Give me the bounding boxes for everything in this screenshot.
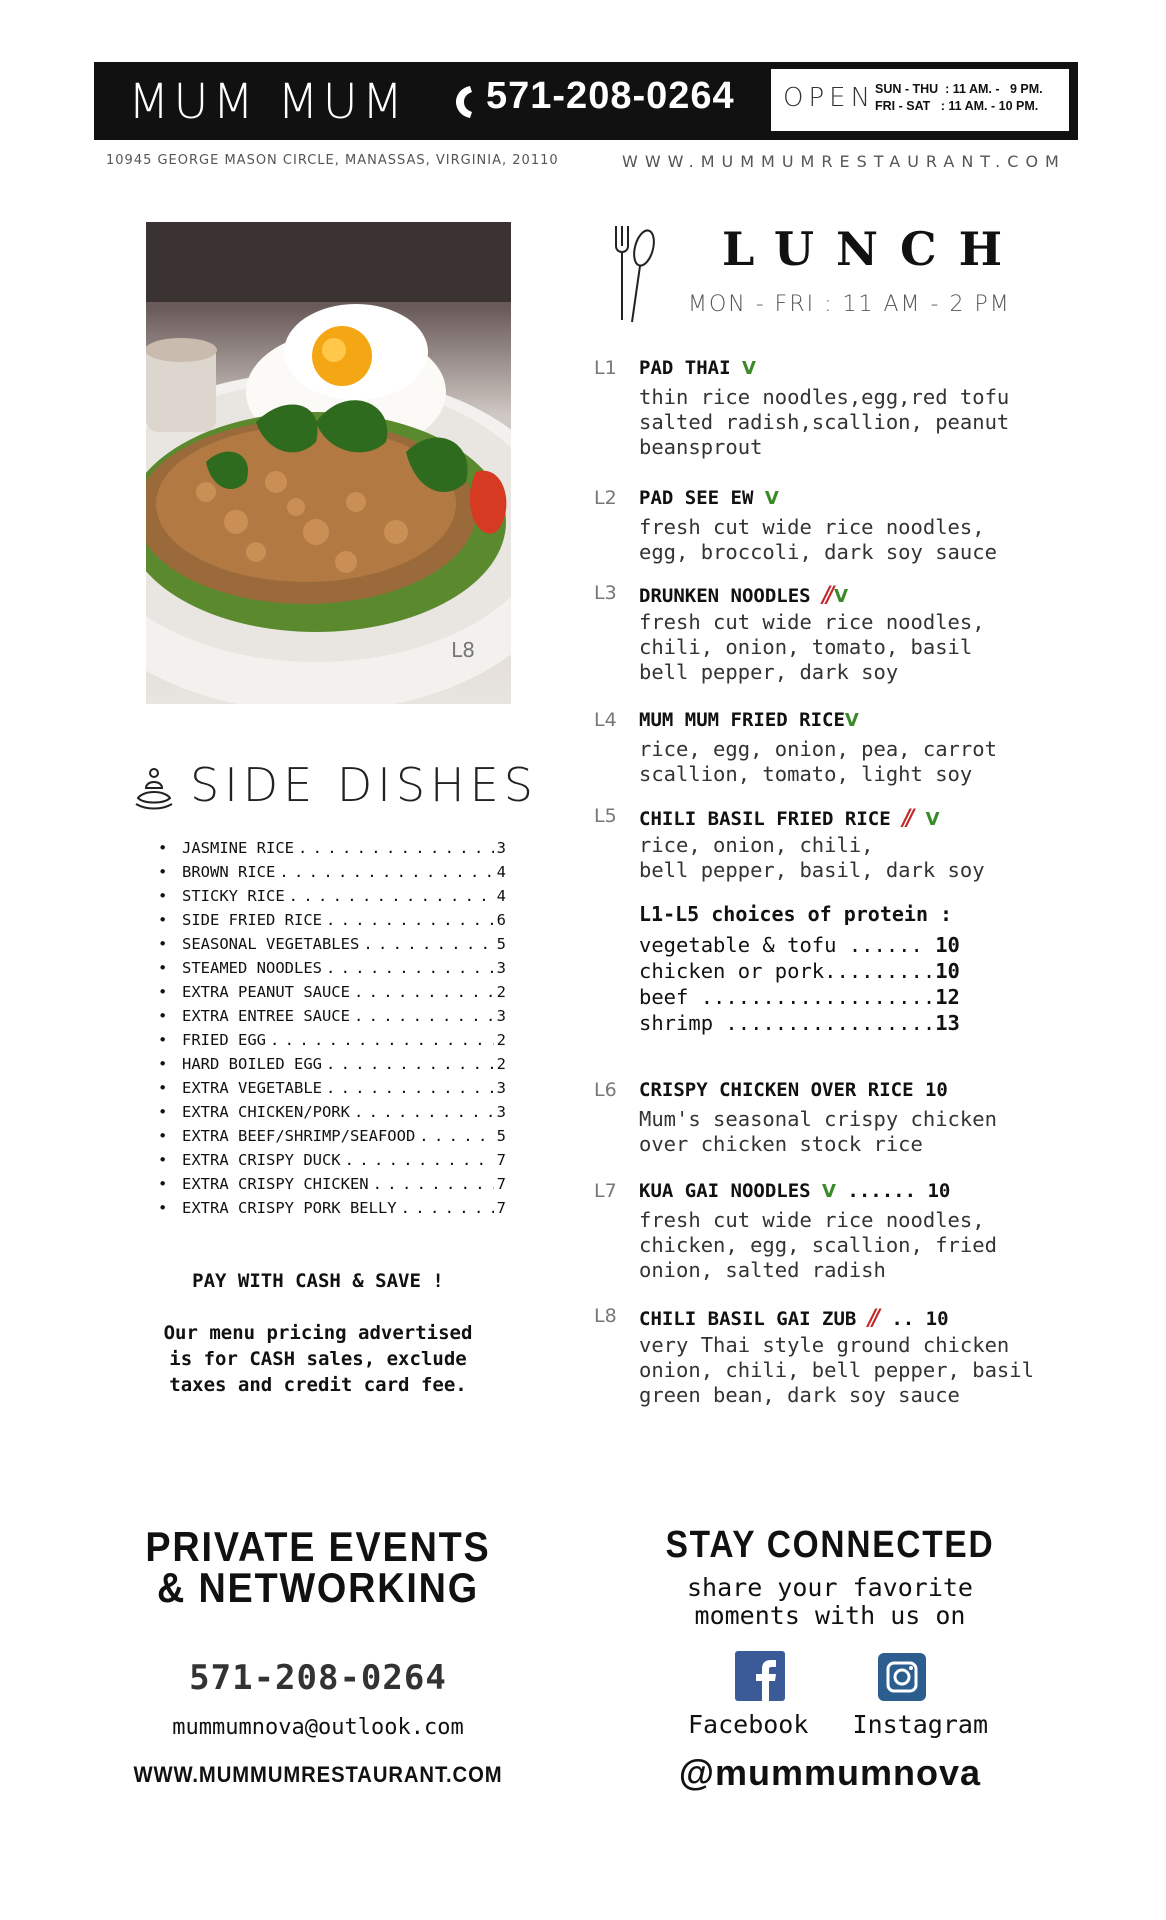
item-code: L6 — [594, 1079, 617, 1101]
vegetarian-icon: V — [844, 710, 859, 731]
protein-option: shrimp .................13 — [639, 1011, 960, 1035]
header-bar — [94, 62, 1078, 140]
stay-connected-subtitle: share your favorite moments with us on — [687, 1573, 973, 1630]
list-item: • EXTRA CHICKEN/PORK . . . 3 — [158, 1100, 506, 1124]
open-label: OPEN — [783, 83, 876, 113]
brand-name: MUM MUM — [128, 74, 408, 130]
list-item: • EXTRA CRISPY DUCK . . . 7 — [158, 1148, 506, 1172]
item-code: L1 — [594, 357, 617, 379]
vegetarian-icon: V — [764, 488, 779, 509]
social-handle[interactable]: @mummumnova — [678, 1752, 982, 1793]
events-website[interactable]: WWW.MUMMUMRESTAURANT.COM — [133, 1762, 503, 1787]
fork-spoon-icon — [608, 222, 658, 326]
food-photo — [146, 222, 511, 704]
list-item: • BROWN RICE . . . 4 — [158, 860, 506, 884]
events-email[interactable]: mummumnova@outlook.com — [172, 1715, 464, 1740]
item-description: rice, onion, chili, bell pepper, basil, dark soy — [639, 833, 985, 882]
item-name: PAD SEE EW V — [639, 487, 779, 509]
item-code: L8 — [594, 1305, 617, 1327]
events-phone[interactable]: 571-208-0264 — [189, 1658, 447, 1698]
chili-icon: // — [902, 805, 911, 831]
list-item: • EXTRA CRISPY PORK BELLY . . . 7 — [158, 1196, 506, 1220]
cash-note: Our menu pricing advertised is for CASH sales, exclude taxes and credit card fee. — [163, 1322, 473, 1396]
vegetarian-icon: V — [925, 809, 940, 830]
list-item: • EXTRA CRISPY CHICKEN . . . 7 — [158, 1172, 506, 1196]
list-item: • SIDE FRIED RICE . . . 6 — [158, 908, 506, 932]
item-description: Mum's seasonal crispy chicken over chicken stock rice — [639, 1107, 997, 1156]
side-dishes-list — [158, 836, 506, 1220]
item-code: L5 — [594, 805, 617, 827]
vegetarian-icon: V — [822, 1181, 836, 1202]
item-description: fresh cut wide rice noodles, chili, onion, tomato, basil bell pepper, dark soy — [639, 610, 985, 684]
address: 10945 GEORGE MASON CIRCLE, MANASSAS, VIRGINIA, 20110 — [106, 153, 559, 168]
item-description: fresh cut wide rice noodles, egg, broccoli, dark soy sauce — [639, 515, 997, 564]
item-description: rice, egg, onion, pea, carrot scallion, tomato, light soy — [639, 737, 997, 786]
protein-choices — [639, 902, 960, 1036]
lunch-title: LUNCH — [722, 222, 1025, 276]
cash-notice — [150, 1268, 486, 1398]
opening-hours: SUN - THU : 11 AM. - 9 PM. FRI - SAT : 11 AM. - 10 PM. — [875, 82, 1043, 113]
list-item: • EXTRA ENTREE SAUCE . . . 3 — [158, 1004, 506, 1028]
facebook-label[interactable]: Facebook — [688, 1710, 809, 1739]
chili-icon: // — [822, 582, 831, 608]
list-item: • EXTRA BEEF/SHRIMP/SEAFOOD . . . 5 — [158, 1124, 506, 1148]
list-item: • HARD BOILED EGG . . . 2 — [158, 1052, 506, 1076]
phone-icon — [450, 82, 482, 122]
item-name: KUA GAI NOODLES V ...... 10 — [639, 1180, 951, 1202]
stay-connected-title: STAY CONNECTED — [665, 1524, 995, 1566]
list-item: • FRIED EGG . . . 2 — [158, 1028, 506, 1052]
lunch-hours: MON - FRI : 11 AM - 2 PM — [688, 292, 1011, 317]
list-item: • JASMINE RICE . . . 3 — [158, 836, 506, 860]
item-name: CHILI BASIL FRIED RICE // V — [639, 805, 940, 831]
side-dishes-title: SIDE DISHES — [190, 758, 538, 812]
item-name: CHILI BASIL GAI ZUB // .. 10 — [639, 1305, 949, 1331]
item-name: CRISPY CHICKEN OVER RICE 10 — [639, 1079, 948, 1101]
item-code: L3 — [594, 582, 617, 604]
protein-option: chicken or pork.........10 — [639, 959, 960, 983]
item-name: DRUNKEN NOODLES // V — [639, 582, 849, 608]
food-photo-illustration — [146, 222, 511, 704]
header-website[interactable]: WWW.MUMMUMRESTAURANT.COM — [622, 152, 1066, 171]
buddha-lotus-icon — [134, 766, 174, 810]
item-description: very Thai style ground chicken onion, chili, bell pepper, basil green bean, dark soy sauce — [639, 1333, 1034, 1407]
item-description: fresh cut wide rice noodles, chicken, egg, scallion, fried onion, salted radish — [639, 1208, 997, 1282]
social-labels — [688, 1710, 988, 1739]
protein-option: vegetable & tofu ...... 10 — [639, 933, 960, 957]
header-phone[interactable]: 571-208-0264 — [486, 75, 735, 117]
item-code: L4 — [594, 709, 617, 731]
item-name: MUM MUM FRIED RICEV — [639, 709, 859, 731]
list-item: • EXTRA PEANUT SAUCE . . . 2 — [158, 980, 506, 1004]
protein-option: beef ...................12 — [639, 985, 960, 1009]
item-name: PAD THAI V — [639, 357, 756, 379]
photo-item-tag: L8 — [451, 638, 475, 662]
hours-box — [771, 69, 1069, 131]
instagram-label[interactable]: Instagram — [852, 1710, 988, 1739]
instagram-icon[interactable] — [878, 1653, 926, 1701]
events-title: PRIVATE EVENTS & NETWORKING — [145, 1523, 491, 1611]
item-code: L7 — [594, 1180, 617, 1202]
list-item: • STEAMED NOODLES . . . 3 — [158, 956, 506, 980]
list-item: • EXTRA VEGETABLE . . . 3 — [158, 1076, 506, 1100]
list-item: • SEASONAL VEGETABLES . . . 5 — [158, 932, 506, 956]
list-item: • STICKY RICE . . . 4 — [158, 884, 506, 908]
vegetarian-icon: V — [834, 586, 849, 607]
item-description: thin rice noodles,egg,red tofu salted radish,scallion, peanut beansprout — [639, 385, 1010, 459]
facebook-icon[interactable] — [735, 1651, 785, 1701]
protein-heading: L1-L5 choices of protein : — [639, 902, 953, 926]
chili-icon: // — [867, 1305, 876, 1331]
item-code: L2 — [594, 487, 617, 509]
vegetarian-icon: V — [741, 358, 756, 379]
cash-headline: PAY WITH CASH & SAVE ! — [192, 1270, 444, 1292]
